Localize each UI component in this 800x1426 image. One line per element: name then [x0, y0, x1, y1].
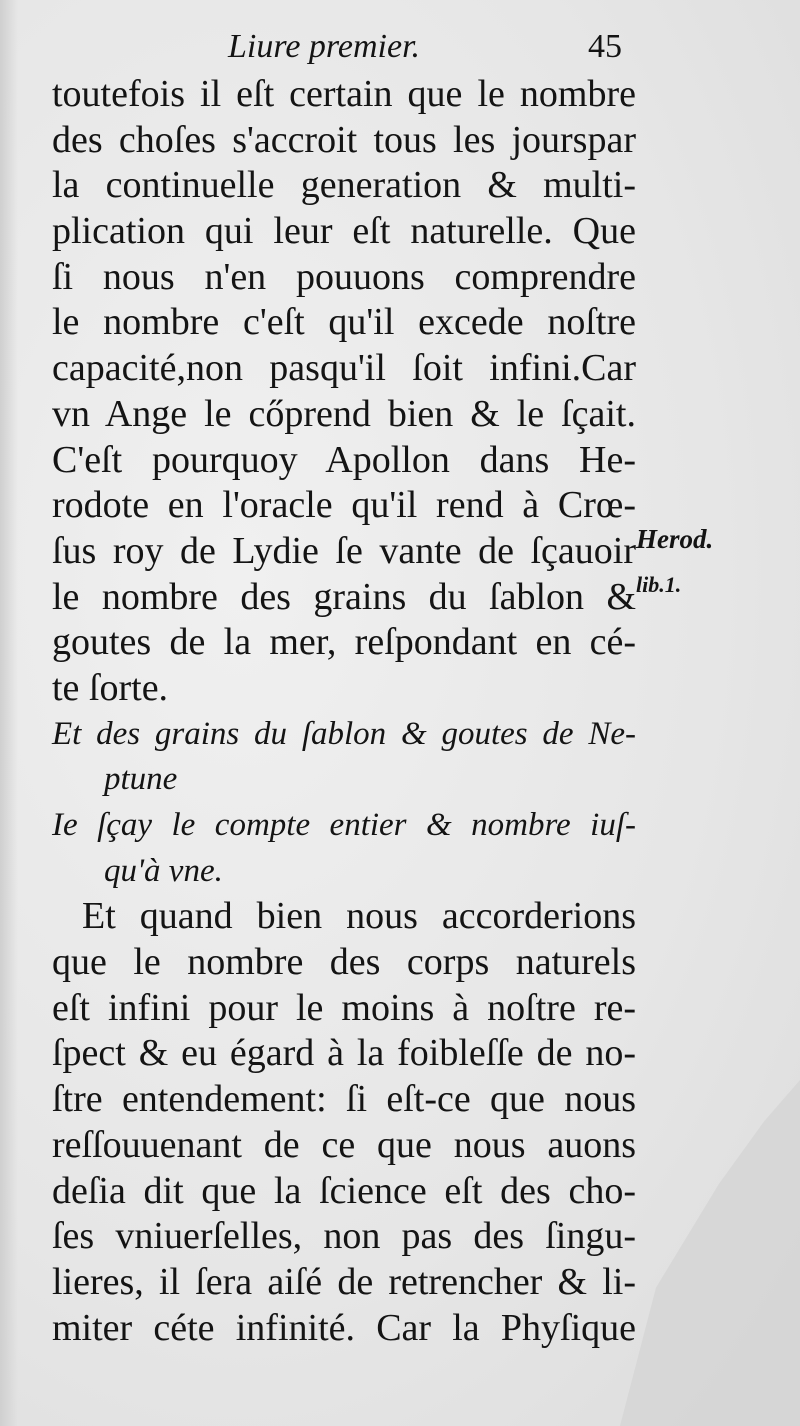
text-line: miter céte infinité. Car la Phyſique	[52, 1306, 636, 1349]
page-gutter-shadow	[0, 0, 18, 1426]
text-line: le nombre des grains du ſablon &	[52, 575, 636, 618]
text-line: ſi nous n'en pouuons comprendre	[52, 255, 636, 298]
text-line: rodote en l'oracle qu'il rend à Crœ-	[52, 484, 636, 527]
text-line: le nombre c'eſt qu'il excede noſtre	[52, 301, 636, 344]
text-line: ſus roy de Lydie ſe vante de ſçauoir	[52, 529, 636, 572]
text-line: la continuelle generation & multi-	[52, 164, 636, 207]
text-line: eſt infini pour le moins à noſtre re-	[52, 986, 636, 1029]
text-line: lieres, il ſera aiſé de retrencher & li-	[52, 1260, 636, 1303]
text-line: ſpect & eu égard à la foibleſſe de no-	[52, 1032, 636, 1075]
text-line: plication qui leur eſt naturelle. Que	[52, 210, 636, 253]
running-title: Liure premier.	[228, 28, 421, 65]
text-line: ſtre entendement: ſi eſt-ce que nous	[52, 1078, 636, 1121]
text-line: te ſorte.	[52, 666, 169, 709]
text-line: ſes vniuerſelles, non pas des ſingu-	[52, 1215, 636, 1258]
text-line: toutefois il eſt certain que le nombre	[52, 73, 636, 115]
body-text	[52, 72, 636, 1351]
verse-line: ptune	[104, 761, 178, 798]
verse-line: Et des grains du ſablon & goutes de Ne-	[52, 715, 636, 752]
text-line: C'eſt pourquoy Apollon dans He-	[52, 438, 636, 481]
text-line: vn Ange le cőprend bien & le ſçait.	[52, 392, 636, 435]
text-line: des choſes s'accroit tous les jourspar	[52, 118, 636, 161]
page-number: 45	[588, 28, 622, 65]
marginal-note: lib.1.	[636, 572, 682, 597]
marginal-note: Herod.	[636, 524, 714, 554]
text-line: deſia dit que la ſcience eſt des cho-	[52, 1169, 636, 1212]
running-head	[0, 22, 800, 72]
torn-corner	[620, 1080, 800, 1426]
text-line: reſſouuenant de ce que nous auons	[52, 1123, 636, 1166]
verse-line: qu'à vne.	[104, 852, 223, 889]
text-line: que le nombre des corps naturels	[52, 941, 636, 984]
verse-line: Ie ſçay le compte entier & nombre iuſ-	[52, 807, 636, 843]
text-line: capacité,non pasqu'il ſoit infini.Car	[52, 347, 636, 390]
text-line: Et quand bien nous accorderions	[82, 895, 636, 938]
text-line: goutes de la mer, reſpondant en cé-	[52, 621, 636, 664]
